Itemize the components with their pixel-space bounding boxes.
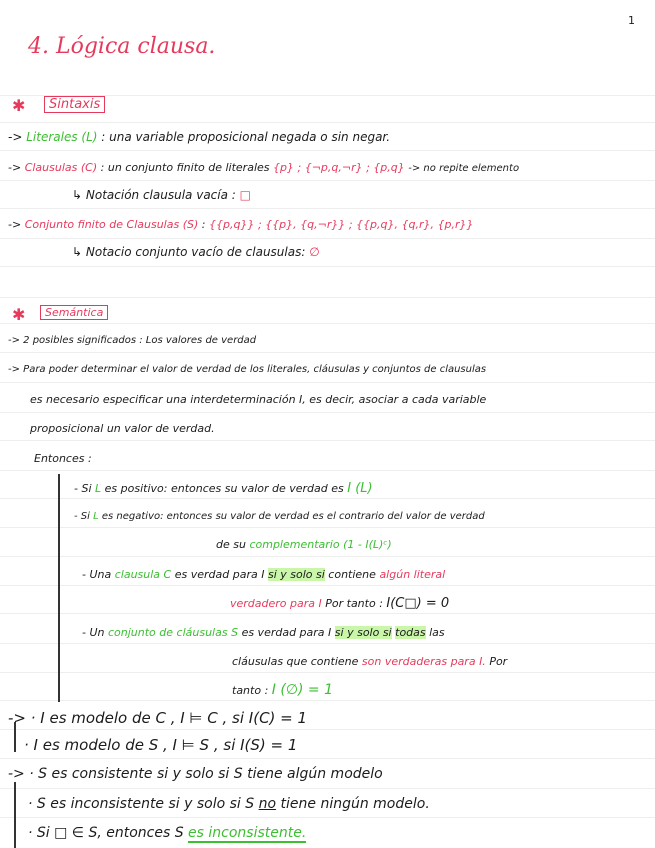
ruled-line [0, 238, 655, 239]
bullet-clausula-cont: verdadero para I Por tanto : I(C□) = 0 [230, 596, 450, 611]
section-header-sintaxis: Sintaxis [44, 97, 105, 112]
ruled-line [0, 700, 655, 701]
page-number: 1 [628, 14, 635, 27]
modelo-s-line: · I es modelo de S , I ⊨ S , si I(S) = 1 [24, 736, 298, 754]
ruled-line [0, 498, 655, 499]
bracket-line [14, 782, 16, 848]
ruled-line [0, 382, 655, 383]
ruled-line [0, 643, 655, 644]
notacion-conjunto-vacio: ↳ Notacio conjunto vacío de clausulas: ∅ [72, 245, 320, 259]
bullet-clausula: - Una clausula C es verdad para I si y solo si contiene algún literal [82, 568, 446, 581]
bullet-conjunto-cont: cláusulas que contiene son verdaderas para I. Por [232, 655, 508, 668]
ruled-line [0, 122, 655, 123]
ruled-line [0, 729, 655, 730]
ruled-line [0, 758, 655, 759]
consistente-line: -> · S es consistente si y solo si S tiene algún modelo [8, 766, 383, 782]
semantica-line-1: -> 2 posibles significados : Los valores de verdad [8, 335, 257, 346]
modelo-c-line: -> · I es modelo de C , I ⊨ C , si I(C) = 1 [8, 709, 308, 727]
bullet-conjunto-cont2: tanto : I (∅) = 1 [232, 682, 334, 698]
notacion-clausula-vacia: ↳ Notación clausula vacía : □ [72, 188, 251, 202]
clausulas-line: -> Clausulas (C) : un conjunto finito de literales {p} ; {¬p,q,¬r} ; {p,q} -> no repite elemento [8, 161, 520, 174]
conjunto-line: -> Conjunto finito de Clausulas (S) : {{p,q}} ; {{p}, {q,¬r}} ; {{p,q}, {q,r}, {p,r}} [8, 218, 474, 231]
ruled-line [0, 527, 655, 528]
ruled-line [0, 352, 655, 353]
section-header-semantica: Semántica [40, 306, 108, 319]
ruled-line [0, 672, 655, 673]
semantica-line-2: -> Para poder determinar el valor de verdad de los literales, cláusulas y conjuntos de clausulas [8, 364, 487, 375]
bullet-conjunto: - Un conjunto de cláusulas S es verdad para I si y solo si todas las [82, 626, 445, 639]
star-icon: ✱ [12, 305, 26, 324]
star-icon: ✱ [12, 96, 26, 115]
ruled-line [0, 470, 655, 471]
ruled-line [0, 297, 655, 298]
literales-line: -> Literales (L) : una variable proposicional negada o sin negar. [8, 130, 391, 144]
ruled-line [0, 817, 655, 818]
ruled-line [0, 613, 655, 614]
empty-clause-symbol: □ [239, 188, 251, 202]
inconsistente-line: · S es inconsistente si y solo si S no tiene ningún modelo. [28, 796, 430, 812]
ruled-line [0, 440, 655, 441]
clausula-vacia-line: · Si □ ∈ S, entonces S es inconsistente. [28, 825, 307, 841]
ruled-line [0, 208, 655, 209]
ruled-line [0, 180, 655, 181]
entonces-label: Entonces : [34, 452, 92, 465]
page-title: 4. Lógica clausa. [28, 34, 216, 59]
ruled-line [0, 412, 655, 413]
bullet-negativo: - Si L es negativo: entonces su valor de verdad es el contrario del valor de verdad [74, 511, 485, 522]
ruled-line [0, 556, 655, 557]
semantica-line-4: proposicional un valor de verdad. [30, 422, 215, 435]
ruled-line [0, 150, 655, 151]
ruled-line [0, 788, 655, 789]
ruled-line [0, 266, 655, 267]
ruled-line [0, 323, 655, 324]
empty-set-symbol: ∅ [309, 245, 320, 259]
bullet-positivo: - Si L es positivo: entonces su valor de verdad es I (L) [74, 481, 373, 496]
semantica-line-3: es necesario especificar una interdeterminación I, es decir, asociar a cada variable [30, 393, 487, 406]
bracket-line [58, 474, 60, 702]
bullet-negativo-cont: de su complementario (1 - I(L)ᶜ) [216, 538, 392, 551]
ruled-line [0, 585, 655, 586]
